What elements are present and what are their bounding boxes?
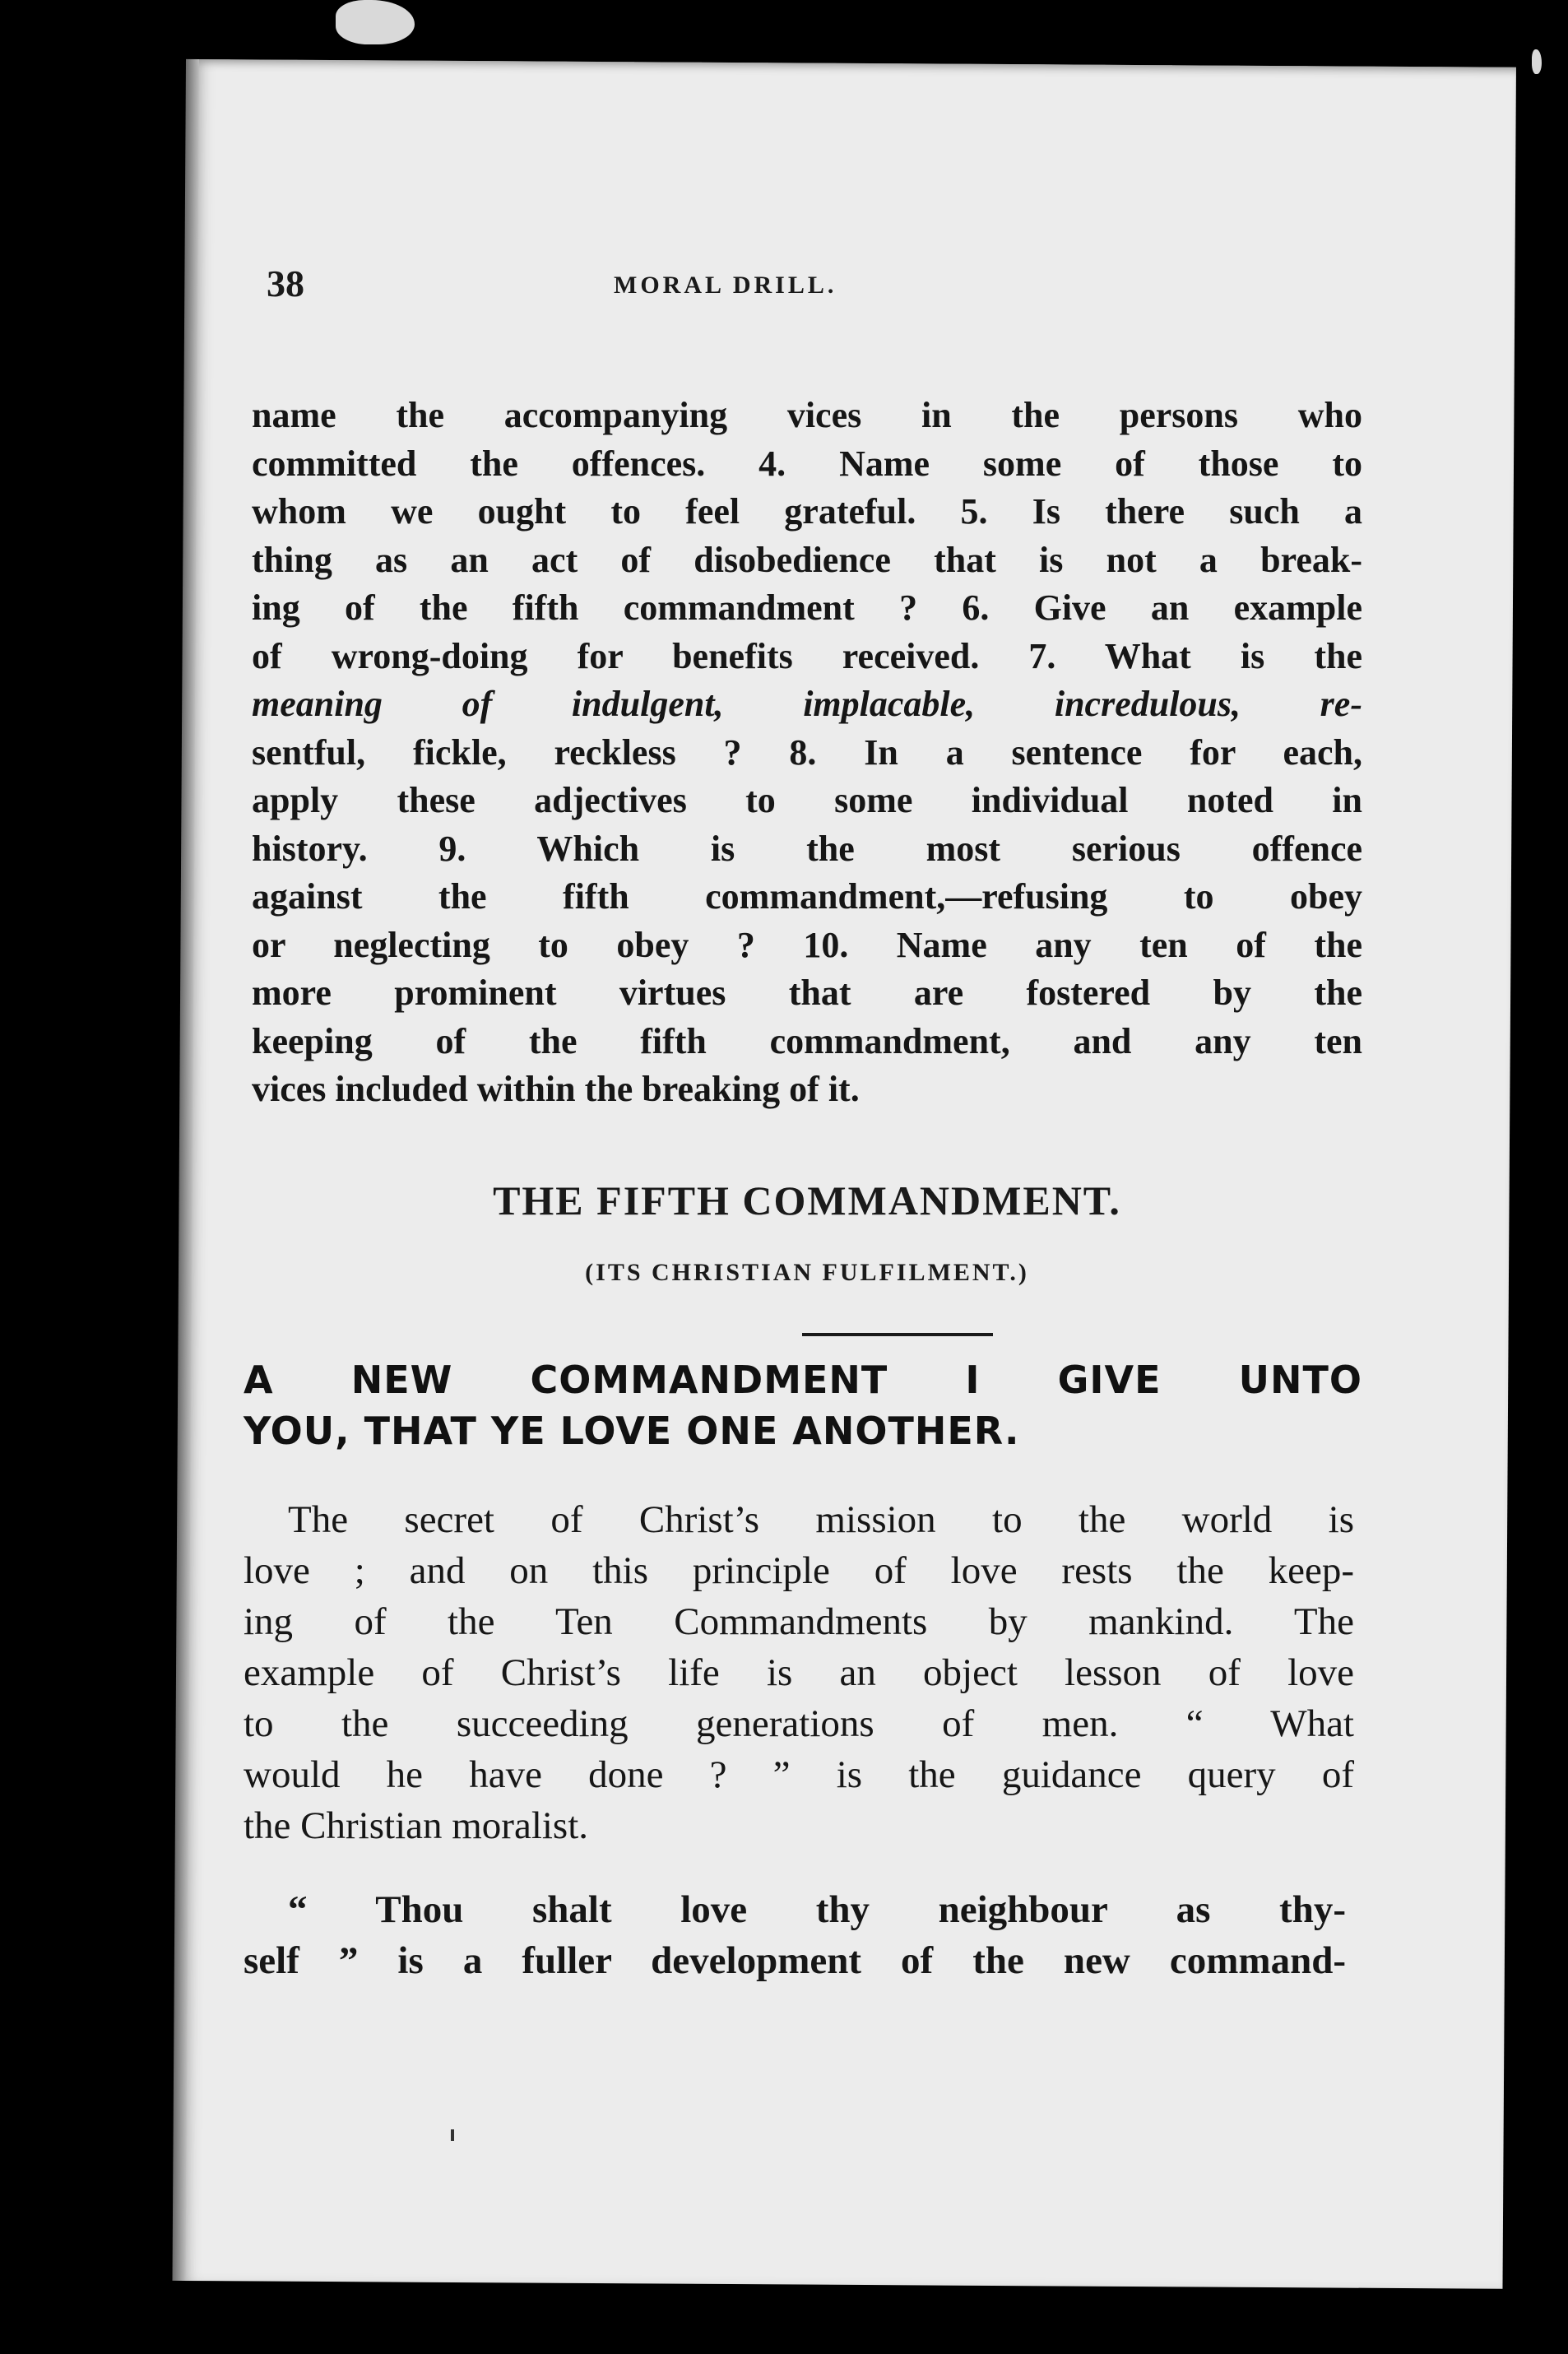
text-line: against the fifth commandment,—refusing to obey (252, 876, 1362, 917)
motto (244, 1354, 1362, 1456)
motto-line: A NEW COMMANDMENT I GIVE UNTO (244, 1358, 1362, 1402)
paragraph-2 (244, 1884, 1346, 1986)
running-title: MORAL DRILL. (614, 272, 837, 299)
paragraph-1 (244, 1494, 1354, 1851)
text-line: ing of the Ten Commandments by mankind. The (244, 1600, 1354, 1643)
text-line: history. 9. Which is the most serious offence (252, 828, 1362, 869)
top-right-mark (1532, 49, 1542, 74)
questions-text (252, 392, 1362, 1114)
questions-paragraph (252, 392, 1362, 1114)
text-line: more prominent virtues that are fostered by the (252, 973, 1362, 1013)
text-line: love ; and on this principle of love rests the keep- (244, 1549, 1354, 1592)
text-line: The secret of Christ’s mission to the world is (288, 1498, 1354, 1541)
page-speck (451, 2129, 454, 2141)
text-line: apply these adjectives to some individual noted in (252, 780, 1362, 820)
section-rule (802, 1333, 993, 1336)
text-line: keeping of the fifth commandment, and any ten (252, 1020, 1362, 1061)
running-head (267, 262, 1328, 327)
text-line: example of Christ’s life is an object lesson of love (244, 1651, 1354, 1694)
text-line: “ Thou shalt love thy neighbour as thy- (288, 1888, 1346, 1931)
paragraph-2-text (244, 1884, 1346, 1986)
top-left-smudge (336, 0, 415, 44)
text-line: would he have done ? ” is the guidance query of (244, 1753, 1354, 1796)
text-line: to the succeeding generations of men. “ What (244, 1702, 1354, 1745)
page-number: 38 (267, 262, 304, 304)
text-line: thing as an act of disobedience that is not a break- (252, 539, 1362, 580)
paragraph-1-text (244, 1494, 1354, 1851)
text-line: self ” is a fuller development of the new command- (244, 1939, 1346, 1982)
section-subtitle: (ITS CHRISTIAN FULFILMENT.) (585, 1259, 1029, 1286)
page-left-edge (173, 59, 199, 2281)
text-line: name the accompanying vices in the persons who (252, 395, 1362, 435)
text-line: vices included within the breaking of it. (252, 1069, 860, 1109)
section-title: THE FIFTH COMMANDMENT. (493, 1177, 1121, 1223)
text-line: of wrong-doing for benefits received. 7. What is the (252, 635, 1362, 676)
motto-line: YOU, THAT YE LOVE ONE ANOTHER. (244, 1409, 1020, 1453)
text-line: sentful, fickle, reckless ? 8. In a sentence for each, (252, 731, 1362, 773)
text-line: whom we ought to feel grateful. 5. Is there such a (252, 491, 1362, 532)
text-line: meaning of indulgent, implacable, incredulous, re- (252, 684, 1362, 724)
text-line: committed the offences. 4. Name some of those to (252, 443, 1362, 484)
text-line: or neglecting to obey ? 10. Name any ten of the (252, 924, 1362, 965)
text-line: the Christian moralist. (244, 1804, 589, 1847)
text-line: ing of the fifth commandment ? 6. Give an example (252, 587, 1362, 628)
